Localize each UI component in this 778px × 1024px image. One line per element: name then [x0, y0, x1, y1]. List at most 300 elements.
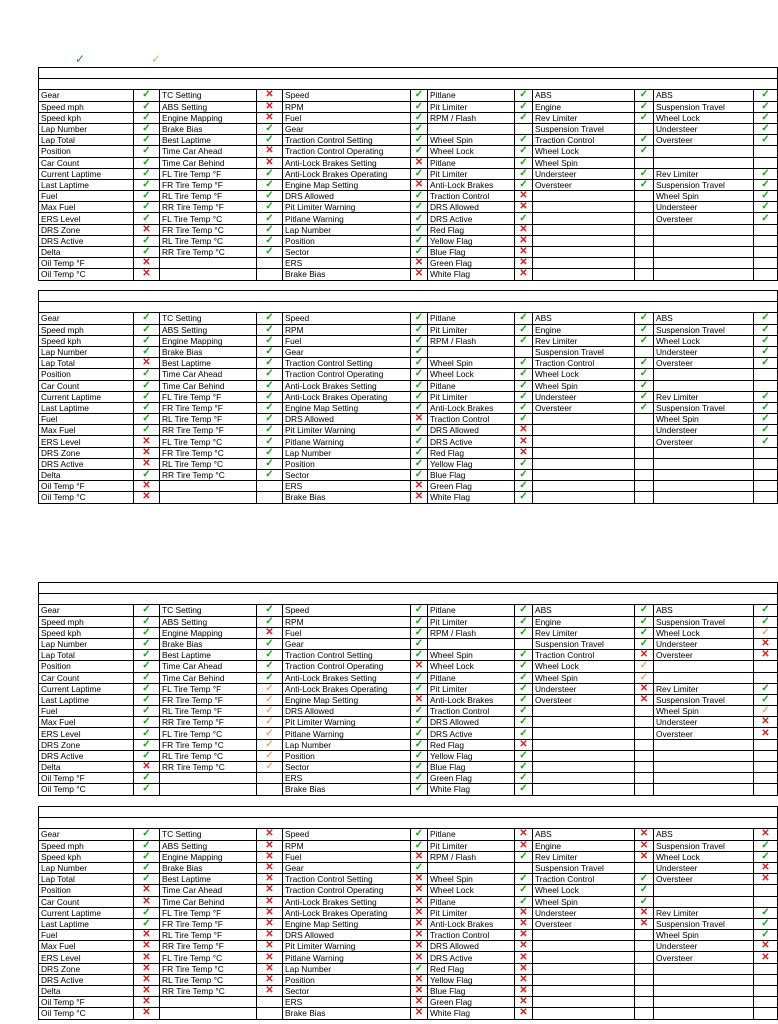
item-label: FR Tire Temp °F — [160, 402, 257, 413]
item-label: DRS Zone — [39, 447, 134, 458]
item-label: Gear — [39, 90, 134, 101]
check-icon: ✓ — [257, 346, 283, 357]
check-icon: ✓ — [257, 728, 283, 739]
cross-icon: ✕ — [257, 627, 283, 638]
status-cell — [754, 896, 778, 907]
check-icon: ✓ — [754, 324, 778, 335]
status-cell — [754, 986, 778, 997]
status-cell — [635, 773, 654, 784]
check-icon: ✓ — [515, 101, 533, 112]
item-label: Wheel Spin — [654, 191, 754, 202]
item-label: RR Tire Temp °C — [160, 762, 257, 773]
check-icon: ✓ — [635, 135, 654, 146]
item-label: Position — [283, 235, 411, 246]
item-label: Oil Temp °C — [39, 492, 134, 503]
item-label: Gear — [283, 638, 411, 649]
status-cell — [515, 123, 533, 134]
item-label: Traction Control Setting — [283, 874, 411, 885]
item-label — [654, 492, 754, 503]
check-icon: ✓ — [515, 627, 533, 638]
cross-icon: ✕ — [515, 907, 533, 918]
item-label: Position — [39, 885, 134, 896]
item-label: Engine Map Setting — [283, 179, 411, 190]
check-icon: ✓ — [411, 123, 428, 134]
item-label: FR Tire Temp °F — [160, 179, 257, 190]
check-icon: ✓ — [411, 358, 428, 369]
status-cell — [635, 930, 654, 941]
table-row — [39, 717, 778, 728]
cross-icon: ✕ — [515, 829, 533, 840]
cross-icon: ✕ — [411, 414, 428, 425]
table-row — [39, 963, 778, 974]
item-label: Pitlane — [428, 157, 515, 168]
item-label: Lap Total — [39, 650, 134, 661]
table-row — [39, 168, 778, 179]
item-label — [533, 235, 635, 246]
item-label: Blue Flag — [428, 247, 515, 258]
item-label: RPM — [283, 101, 411, 112]
item-label: RR Tire Temp °F — [160, 202, 257, 213]
item-label: Pitlane — [428, 672, 515, 683]
item-label: Traction Control Setting — [283, 358, 411, 369]
check-icon: ✓ — [754, 112, 778, 123]
cross-icon: ✕ — [515, 447, 533, 458]
item-label: RR Tire Temp °F — [160, 717, 257, 728]
table-row — [39, 90, 778, 101]
check-icon: ✓ — [515, 458, 533, 469]
table-row — [39, 492, 778, 503]
check-icon: ✓ — [257, 135, 283, 146]
item-label: Pitlane — [428, 380, 515, 391]
check-icon: ✓ — [134, 191, 160, 202]
cross-icon: ✕ — [257, 157, 283, 168]
check-icon: ✓ — [257, 605, 283, 616]
status-cell — [635, 941, 654, 952]
item-label: RL Tire Temp °C — [160, 458, 257, 469]
item-label: Rev Limiter — [654, 168, 754, 179]
item-label: ABS — [654, 90, 754, 101]
table-row — [39, 369, 778, 380]
item-label: Traction Control Operating — [283, 146, 411, 157]
item-label: Traction Control — [533, 135, 635, 146]
check-icon: ✓ — [411, 436, 428, 447]
cross-icon: ✕ — [754, 952, 778, 963]
item-label: Anti-Lock Brakes Setting — [283, 896, 411, 907]
status-cell — [635, 202, 654, 213]
item-label: Green Flag — [428, 997, 515, 1008]
cross-icon: ✕ — [134, 885, 160, 896]
cross-icon: ✕ — [411, 694, 428, 705]
status-cell — [635, 269, 654, 280]
item-label — [160, 784, 257, 795]
item-label — [533, 930, 635, 941]
check-icon: ✓ — [515, 335, 533, 346]
status-cell — [754, 380, 778, 391]
item-label: Blue Flag — [428, 470, 515, 481]
item-label: Best Laptime — [160, 358, 257, 369]
status-cell — [635, 235, 654, 246]
item-label: Brake Bias — [160, 346, 257, 357]
item-label: Traction Control — [428, 930, 515, 941]
status-cell — [257, 784, 283, 795]
item-label: Oversteer — [654, 358, 754, 369]
checklist-table — [38, 67, 778, 281]
item-label — [533, 784, 635, 795]
item-label: ABS — [654, 829, 754, 840]
check-icon: ✓ — [257, 672, 283, 683]
item-label: Wheel Lock — [428, 369, 515, 380]
check-icon: ✓ — [411, 862, 428, 873]
check-icon: ✓ — [754, 90, 778, 101]
check-icon: ✓ — [411, 335, 428, 346]
table-row — [39, 918, 778, 929]
item-label: Wheel Spin — [654, 930, 754, 941]
cross-icon: ✕ — [635, 694, 654, 705]
check-icon: ✓ — [134, 851, 160, 862]
check-icon: ✓ — [134, 402, 160, 413]
table-row — [39, 101, 778, 112]
item-label: ERS Level — [39, 436, 134, 447]
check-icon: ✓ — [515, 874, 533, 885]
item-label: Anti-Lock Brakes — [428, 918, 515, 929]
cross-icon: ✕ — [515, 269, 533, 280]
item-label: Traction Control Operating — [283, 369, 411, 380]
table-row — [39, 358, 778, 369]
item-label: Best Laptime — [160, 650, 257, 661]
check-icon: ✓ — [411, 90, 428, 101]
item-label: Anti-Lock Brakes Setting — [283, 380, 411, 391]
item-label: Wheel Lock — [533, 661, 635, 672]
cross-icon: ✕ — [515, 202, 533, 213]
item-label: FR Tire Temp °F — [160, 694, 257, 705]
cross-icon: ✕ — [515, 941, 533, 952]
item-label — [654, 986, 754, 997]
item-label: Car Count — [39, 157, 134, 168]
cross-icon: ✕ — [515, 235, 533, 246]
check-icon: ✓ — [635, 146, 654, 157]
check-icon: ✓ — [411, 963, 428, 974]
item-label: Wheel Lock — [654, 335, 754, 346]
check-icon: ✓ — [515, 851, 533, 862]
item-label — [533, 414, 635, 425]
item-label: FR Tire Temp °C — [160, 739, 257, 750]
item-label: Pit Limiter — [428, 391, 515, 402]
status-cell — [754, 661, 778, 672]
check-icon: ✓ — [515, 112, 533, 123]
status-cell — [754, 762, 778, 773]
check-icon: ✓ — [515, 706, 533, 717]
item-label: Engine — [533, 101, 635, 112]
check-icon: ✓ — [134, 661, 160, 672]
table-row — [39, 773, 778, 784]
item-label: Anti-Lock Brakes Operating — [283, 683, 411, 694]
check-icon: ✓ — [515, 402, 533, 413]
check-icon: ✓ — [134, 717, 160, 728]
cross-icon: ✕ — [257, 146, 283, 157]
item-label: Yellow Flag — [428, 235, 515, 246]
check-icon: ✓ — [411, 672, 428, 683]
header-cell — [39, 79, 778, 90]
check-icon: ✓ — [411, 146, 428, 157]
item-label: Engine Map Setting — [283, 402, 411, 413]
item-label: DRS Active — [428, 213, 515, 224]
check-icon: ✓ — [635, 616, 654, 627]
check-icon: ✓ — [754, 840, 778, 851]
check-icon: ✓ — [411, 313, 428, 324]
item-label: Traction Control Setting — [283, 650, 411, 661]
status-cell — [754, 963, 778, 974]
check-icon: ✓ — [754, 907, 778, 918]
item-label: Wheel Spin — [533, 896, 635, 907]
table-row — [39, 728, 778, 739]
item-label: Understeer — [654, 862, 754, 873]
item-label: Gear — [39, 313, 134, 324]
item-label — [654, 157, 754, 168]
item-label: Suspension Travel — [654, 918, 754, 929]
check-icon: ✓ — [134, 168, 160, 179]
item-label: Red Flag — [428, 739, 515, 750]
item-label — [533, 213, 635, 224]
check-icon: ✓ — [257, 739, 283, 750]
item-label — [428, 638, 515, 649]
check-icon: ✓ — [754, 179, 778, 190]
status-cell — [754, 269, 778, 280]
item-label: Sector — [283, 470, 411, 481]
cross-icon: ✕ — [257, 974, 283, 985]
item-label: ABS — [654, 313, 754, 324]
item-label: Understeer — [654, 717, 754, 728]
table-row — [39, 605, 778, 616]
item-label: Engine Map Setting — [283, 918, 411, 929]
item-label: Best Laptime — [160, 135, 257, 146]
check-icon: ✓ — [635, 380, 654, 391]
item-label: RR Tire Temp °F — [160, 425, 257, 436]
check-icon: ✓ — [411, 829, 428, 840]
cross-icon: ✕ — [754, 717, 778, 728]
item-label: Speed kph — [39, 335, 134, 346]
item-label: Position — [283, 458, 411, 469]
item-label: Max Fuel — [39, 941, 134, 952]
item-label: Brake Bias — [283, 784, 411, 795]
status-cell — [635, 728, 654, 739]
table-row — [39, 380, 778, 391]
status-cell — [754, 672, 778, 683]
check-icon: ✓ — [754, 391, 778, 402]
status-cell — [635, 762, 654, 773]
item-label — [533, 762, 635, 773]
item-label: DRS Allowed — [428, 717, 515, 728]
item-label: Pitlane Warning — [283, 728, 411, 739]
item-label: Last Laptime — [39, 402, 134, 413]
item-label: Anti-Lock Brakes Operating — [283, 907, 411, 918]
item-label: Engine — [533, 840, 635, 851]
table-row — [39, 706, 778, 717]
status-cell — [257, 1008, 283, 1019]
check-icon: ✓ — [411, 191, 428, 202]
table-row — [39, 896, 778, 907]
check-icon: ✓ — [515, 672, 533, 683]
check-icon: ✓ — [257, 391, 283, 402]
check-icon: ✓ — [515, 661, 533, 672]
check-icon: ✓ — [257, 369, 283, 380]
header-cell — [39, 594, 778, 605]
item-label — [654, 963, 754, 974]
table-row — [39, 874, 778, 885]
status-cell — [635, 481, 654, 492]
item-label: Speed — [283, 313, 411, 324]
cross-icon: ✕ — [411, 481, 428, 492]
item-label: Lap Total — [39, 135, 134, 146]
status-cell — [635, 458, 654, 469]
status-cell — [515, 346, 533, 357]
item-label — [533, 458, 635, 469]
cross-icon: ✕ — [257, 862, 283, 873]
item-label: Oversteer — [533, 402, 635, 413]
cross-icon: ✕ — [257, 896, 283, 907]
item-label: ERS Level — [39, 728, 134, 739]
cross-icon: ✕ — [257, 986, 283, 997]
table-row — [39, 762, 778, 773]
check-icon: ✓ — [257, 447, 283, 458]
check-icon: ✓ — [257, 380, 283, 391]
status-cell — [754, 1008, 778, 1019]
item-label: DRS Active — [39, 458, 134, 469]
item-label — [654, 470, 754, 481]
check-icon: ✓ — [515, 728, 533, 739]
item-label — [533, 963, 635, 974]
item-label: Car Count — [39, 672, 134, 683]
table-row — [39, 997, 778, 1008]
check-icon: ✓ — [515, 414, 533, 425]
check-icon: ✓ — [257, 717, 283, 728]
cross-icon: ✕ — [635, 829, 654, 840]
item-label — [160, 773, 257, 784]
check-icon: ✓ — [411, 380, 428, 391]
cross-icon: ✕ — [515, 997, 533, 1008]
item-label: Best Laptime — [160, 874, 257, 885]
item-label: Anti-Lock Brakes Operating — [283, 391, 411, 402]
check-icon: ✓ — [754, 930, 778, 941]
item-label: ABS — [533, 829, 635, 840]
status-cell — [635, 213, 654, 224]
legend — [0, 52, 768, 66]
check-icon: ✓ — [134, 694, 160, 705]
item-label: Wheel Lock — [533, 146, 635, 157]
check-icon: ✓ — [134, 706, 160, 717]
cross-icon: ✕ — [411, 952, 428, 963]
table-row — [39, 840, 778, 851]
item-label: Traction Control — [428, 191, 515, 202]
check-icon: ✓ — [134, 202, 160, 213]
check-icon: ✓ — [134, 874, 160, 885]
item-label: ERS Level — [39, 213, 134, 224]
cross-icon: ✕ — [257, 941, 283, 952]
check-icon: ✓ — [754, 918, 778, 929]
item-label: FR Tire Temp °C — [160, 447, 257, 458]
checklist-table — [38, 582, 778, 796]
status-cell — [754, 447, 778, 458]
item-label: Red Flag — [428, 224, 515, 235]
status-cell — [754, 481, 778, 492]
item-label: ABS — [654, 605, 754, 616]
cross-icon: ✕ — [754, 829, 778, 840]
item-label: Fuel — [39, 191, 134, 202]
check-icon: ✓ — [257, 436, 283, 447]
check-icon: ✓ — [134, 829, 160, 840]
check-icon: ✓ — [515, 179, 533, 190]
item-label — [654, 447, 754, 458]
check-icon: ✓ — [134, 335, 160, 346]
check-icon: ✓ — [635, 874, 654, 885]
item-label: Last Laptime — [39, 918, 134, 929]
item-label: DRS Allowed — [283, 706, 411, 717]
check-icon: ✓ — [515, 605, 533, 616]
item-label: TC Setting — [160, 829, 257, 840]
status-cell — [754, 470, 778, 481]
table-row — [39, 650, 778, 661]
item-label: Lap Number — [39, 346, 134, 357]
item-label — [160, 481, 257, 492]
item-label: Red Flag — [428, 447, 515, 458]
item-label: Blue Flag — [428, 762, 515, 773]
cross-icon: ✕ — [411, 492, 428, 503]
item-label — [654, 369, 754, 380]
item-label: RPM / Flash — [428, 112, 515, 123]
table-row — [39, 346, 778, 357]
item-label: White Flag — [428, 492, 515, 503]
item-label: Last Laptime — [39, 179, 134, 190]
item-label — [160, 258, 257, 269]
check-icon: ✓ — [754, 402, 778, 413]
cross-icon: ✕ — [411, 974, 428, 985]
item-label: Brake Bias — [160, 123, 257, 134]
check-icon: ✓ — [515, 481, 533, 492]
table-row — [39, 694, 778, 705]
check-icon: ✓ — [411, 447, 428, 458]
item-label: Pitlane Warning — [283, 213, 411, 224]
cross-icon: ✕ — [754, 862, 778, 873]
check-icon: ✓ — [411, 773, 428, 784]
cross-icon: ✕ — [635, 840, 654, 851]
check-icon: ✓ — [754, 425, 778, 436]
check-icon: ✓ — [515, 885, 533, 896]
check-icon: ✓ — [134, 739, 160, 750]
check-icon: ✓ — [515, 896, 533, 907]
status-cell — [635, 974, 654, 985]
cross-icon: ✕ — [411, 157, 428, 168]
table-row — [39, 1008, 778, 1019]
check-icon: ✓ — [635, 101, 654, 112]
table-row — [39, 952, 778, 963]
item-label: FL Tire Temp °F — [160, 907, 257, 918]
check-icon: ✓ — [515, 157, 533, 168]
item-label: RPM / Flash — [428, 627, 515, 638]
item-label: DRS Active — [428, 436, 515, 447]
item-label: DRS Active — [39, 235, 134, 246]
item-label: Wheel Spin — [428, 650, 515, 661]
check-icon: ✓ — [754, 168, 778, 179]
check-icon: ✓ — [754, 851, 778, 862]
cross-icon: ✕ — [411, 885, 428, 896]
item-label — [654, 269, 754, 280]
item-label: Wheel Lock — [428, 885, 515, 896]
item-label: Wheel Lock — [533, 369, 635, 380]
item-label: Suspension Travel — [654, 694, 754, 705]
table-row — [39, 224, 778, 235]
item-label: Delta — [39, 470, 134, 481]
item-label: Wheel Lock — [654, 851, 754, 862]
item-label — [654, 235, 754, 246]
